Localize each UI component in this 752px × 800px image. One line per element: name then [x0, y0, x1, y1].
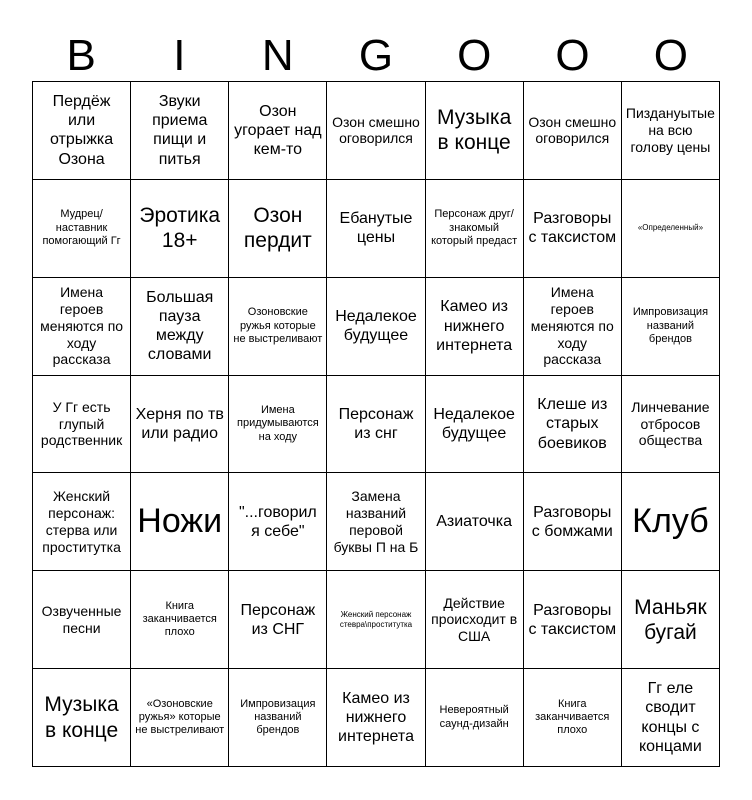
bingo-cell[interactable]: Книга заканчивается плохо [524, 669, 622, 767]
bingo-cell[interactable]: Невероятный саунд-дизайн [426, 669, 524, 767]
bingo-cell[interactable]: Озоновские ружья которые не выстреливают [229, 278, 327, 376]
bingo-header [32, 30, 720, 82]
bingo-cell[interactable]: «Озоновские ружья» которые не выстреливают [131, 669, 229, 767]
bingo-cell[interactable]: Озон смешно оговорился [327, 82, 425, 180]
header-letter: I [173, 31, 186, 80]
bingo-cell[interactable]: Разговоры с таксистом [524, 571, 622, 669]
bingo-cell[interactable]: Импровизация названий брендов [229, 669, 327, 767]
bingo-cell[interactable]: Клеше из старых боевиков [524, 376, 622, 474]
bingo-cell[interactable]: Эротика 18+ [131, 180, 229, 278]
bingo-cell[interactable]: Клуб [622, 473, 720, 571]
bingo-cell[interactable]: Пиздануытые на всю голову цены [622, 82, 720, 180]
bingo-cell[interactable]: Камео из нижнего интернета [327, 669, 425, 767]
bingo-grid [32, 81, 720, 767]
bingo-cell[interactable]: Персонаж друг/знакомый который предаст [426, 180, 524, 278]
bingo-cell[interactable]: Линчевание отбросов общества [622, 376, 720, 474]
bingo-cell[interactable]: Имена героев меняются по ходу рассказа [524, 278, 622, 376]
bingo-cell[interactable]: Недалекое будущее [426, 376, 524, 474]
bingo-cell[interactable]: Гг еле сводит концы с концами [622, 669, 720, 767]
bingo-cell[interactable]: Женский персонаж: стерва или проститутка [33, 473, 131, 571]
header-letter: O [555, 31, 590, 80]
bingo-cell[interactable]: «Определенный» [622, 180, 720, 278]
header-letter: N [261, 31, 294, 80]
bingo-cell[interactable]: Музыка в конце [426, 82, 524, 180]
bingo-cell[interactable]: Разговоры с таксистом [524, 180, 622, 278]
bingo-cell[interactable]: Звуки приема пищи и питья [131, 82, 229, 180]
bingo-cell[interactable]: Книга заканчивается плохо [131, 571, 229, 669]
bingo-cell[interactable]: Ебанутые цены [327, 180, 425, 278]
bingo-cell[interactable]: Замена названий перовой буквы П на Б [327, 473, 425, 571]
bingo-cell[interactable]: Большая пауза между словами [131, 278, 229, 376]
bingo-cell[interactable]: Недалекое будущее [327, 278, 425, 376]
bingo-cell[interactable]: Озон пердит [229, 180, 327, 278]
header-letter: O [653, 31, 688, 80]
bingo-cell[interactable]: Пердёж или отрыжка Озона [33, 82, 131, 180]
bingo-cell[interactable]: Херня по тв или радио [131, 376, 229, 474]
bingo-cell[interactable]: Музыка в конце [33, 669, 131, 767]
bingo-cell[interactable]: У Гг есть глупый родственник [33, 376, 131, 474]
header-letter: O [457, 31, 492, 80]
bingo-cell[interactable]: Ножи [131, 473, 229, 571]
bingo-cell[interactable]: "...говорил я себе" [229, 473, 327, 571]
bingo-cell[interactable]: Действие происходит в США [426, 571, 524, 669]
bingo-cell[interactable]: Женский персонаж стевра\проститутка [327, 571, 425, 669]
bingo-cell[interactable]: Камео из нижнего интернета [426, 278, 524, 376]
bingo-cell[interactable]: Озвученные песни [33, 571, 131, 669]
bingo-cell[interactable]: Импровизация названий брендов [622, 278, 720, 376]
bingo-cell[interactable]: Озон смешно оговорился [524, 82, 622, 180]
bingo-cell[interactable]: Разговоры с бомжами [524, 473, 622, 571]
bingo-cell[interactable]: Маньяк бугай [622, 571, 720, 669]
bingo-cell[interactable]: Озон угорает над кем-то [229, 82, 327, 180]
header-letter: B [66, 31, 96, 80]
bingo-cell[interactable]: Имена придумываются на ходу [229, 376, 327, 474]
bingo-cell[interactable]: Персонаж из снг [327, 376, 425, 474]
bingo-cell[interactable]: Имена героев меняются по ходу рассказа [33, 278, 131, 376]
bingo-cell[interactable]: Мудрец/наставник помогающий Гг [33, 180, 131, 278]
bingo-cell[interactable]: Азиаточка [426, 473, 524, 571]
bingo-cell[interactable]: Персонаж из СНГ [229, 571, 327, 669]
header-letter: G [358, 31, 394, 80]
